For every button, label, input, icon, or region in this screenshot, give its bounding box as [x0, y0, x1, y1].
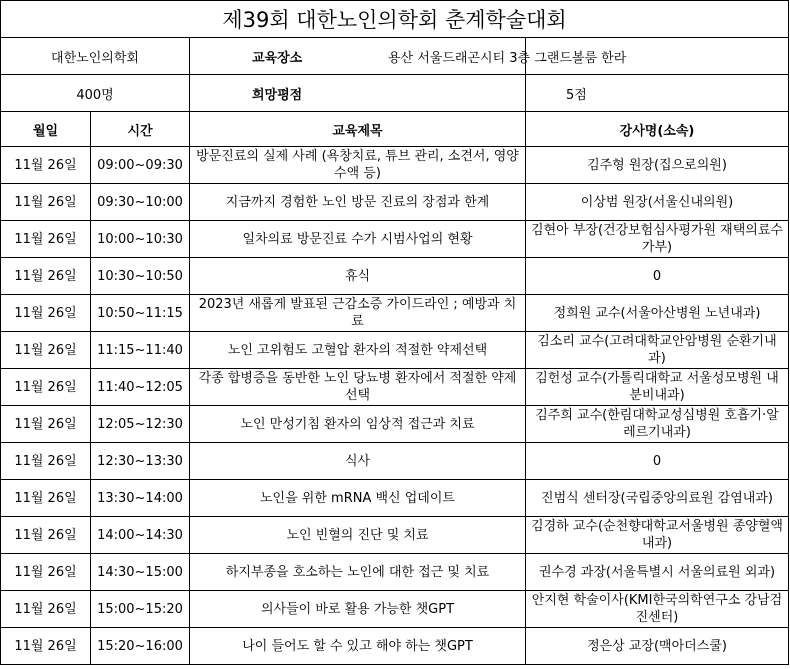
session-topic: 2023년 새롭게 발표된 근감소증 가이드라인 ; 예방과 치료 [190, 295, 526, 332]
session-topic: 각종 합병증을 동반한 노인 당뇨병 환자에서 적절한 약제선택 [190, 369, 526, 406]
session-date: 11월 26일 [1, 406, 91, 443]
session-date: 11월 26일 [1, 258, 91, 295]
session-speaker: 진범식 센터장(국립중앙의료원 감염내과) [526, 480, 789, 517]
session-time: 10:00~10:30 [91, 221, 190, 258]
session-topic: 의사들이 바로 활용 가능한 챗GPT [190, 591, 526, 628]
capacity-cell: 400명 [1, 75, 190, 112]
session-date: 11월 26일 [1, 554, 91, 591]
session-row [1, 332, 789, 369]
session-time: 15:00~15:20 [91, 591, 190, 628]
session-row [1, 554, 789, 591]
session-date: 11월 26일 [1, 443, 91, 480]
session-speaker: 김현아 부장(건강보험심사평가원 재택의료수가부) [526, 221, 789, 258]
session-speaker: 권수경 과장(서울특별시 서울의료원 외과) [526, 554, 789, 591]
session-topic: 나이 들어도 할 수 있고 해야 하는 챗GPT [190, 628, 526, 665]
session-speaker: 김주희 교수(한림대학교성심병원 호흡기·알레르기내과) [526, 406, 789, 443]
session-row [1, 480, 789, 517]
session-date: 11월 26일 [1, 184, 91, 221]
session-row [1, 295, 789, 332]
session-speaker: 이상범 원장(서울신내의원) [526, 184, 789, 221]
session-time: 10:50~11:15 [91, 295, 190, 332]
session-speaker: 김주형 원장(집으로의원) [526, 147, 789, 184]
session-date: 11월 26일 [1, 480, 91, 517]
session-time: 11:15~11:40 [91, 332, 190, 369]
session-row [1, 517, 789, 554]
session-speaker: 김경하 교수(순천향대학교서울병원 종양혈액내과) [526, 517, 789, 554]
session-time: 13:30~14:00 [91, 480, 190, 517]
session-speaker: 0 [526, 443, 789, 480]
session-time: 09:00~09:30 [91, 147, 190, 184]
session-topic: 노인 만성기침 환자의 임상적 접근과 치료 [190, 406, 526, 443]
session-date: 11월 26일 [1, 628, 91, 665]
page-title: 제39회 대한노인의학회 춘계학술대회 [1, 1, 789, 38]
session-topic: 노인 고위험도 고혈압 환자의 적절한 약제선택 [190, 332, 526, 369]
session-date: 11월 26일 [1, 147, 91, 184]
session-row [1, 406, 789, 443]
session-topic: 하지부종을 호소하는 노인에 대한 접근 및 치료 [190, 554, 526, 591]
session-date: 11월 26일 [1, 221, 91, 258]
organizer-cell: 대한노인의학회 [1, 38, 190, 75]
session-date: 11월 26일 [1, 517, 91, 554]
session-time: 12:05~12:30 [91, 406, 190, 443]
session-speaker: 정희원 교수(서울아산병원 노년내과) [526, 295, 789, 332]
rating-row [1, 75, 789, 112]
session-row [1, 221, 789, 258]
rating-text: 5점 [566, 87, 587, 103]
session-topic: 일차의료 방문진료 수가 시범사업의 현황 [190, 221, 526, 258]
session-speaker: 안지현 학술이사(KMI한국의학연구소 강남검진센터) [526, 591, 789, 628]
session-time: 14:30~15:00 [91, 554, 190, 591]
session-time: 14:00~14:30 [91, 517, 190, 554]
session-time: 10:30~10:50 [91, 258, 190, 295]
venue-label: 교육장소 [190, 38, 526, 75]
venue-row [1, 38, 789, 75]
col-header-time: 시간 [91, 112, 190, 147]
session-time: 09:30~10:00 [91, 184, 190, 221]
session-date: 11월 26일 [1, 295, 91, 332]
session-date: 11월 26일 [1, 332, 91, 369]
session-speaker: 정은상 교장(맥아더스쿨) [526, 628, 789, 665]
session-time: 12:30~13:30 [91, 443, 190, 480]
session-row [1, 591, 789, 628]
session-speaker: 김소리 교수(고려대학교안암병원 순환기내과) [526, 332, 789, 369]
session-topic: 휴식 [190, 258, 526, 295]
venue-text: 용산 서울드래곤시티 3층 그랜드볼룸 한라 [388, 50, 627, 66]
session-topic: 지금까지 경험한 노인 방문 진료의 장점과 한계 [190, 184, 526, 221]
rating-value [526, 75, 789, 112]
session-speaker: 0 [526, 258, 789, 295]
col-header-speaker: 강사명(소속) [526, 112, 789, 147]
session-row [1, 443, 789, 480]
session-row [1, 258, 789, 295]
session-topic: 노인을 위한 mRNA 백신 업데이트 [190, 480, 526, 517]
session-row [1, 184, 789, 221]
session-date: 11월 26일 [1, 591, 91, 628]
title-row [1, 1, 789, 38]
rating-label: 희망평점 [190, 75, 526, 112]
session-row [1, 147, 789, 184]
session-topic: 노인 빈혈의 진단 및 치료 [190, 517, 526, 554]
session-row [1, 369, 789, 406]
session-time: 15:20~16:00 [91, 628, 190, 665]
col-header-topic: 교육제목 [190, 112, 526, 147]
session-speaker: 김헌성 교수(가톨릭대학교 서울성모병원 내분비내과) [526, 369, 789, 406]
session-topic: 식사 [190, 443, 526, 480]
col-header-date: 월일 [1, 112, 91, 147]
header-row [1, 112, 789, 147]
session-topic: 방문진료의 실제 사례 (욕창치료, 튜브 관리, 소견서, 영양수액 등) [190, 147, 526, 184]
venue-value [388, 38, 789, 75]
session-date: 11월 26일 [1, 369, 91, 406]
session-time: 11:40~12:05 [91, 369, 190, 406]
session-row [1, 628, 789, 665]
